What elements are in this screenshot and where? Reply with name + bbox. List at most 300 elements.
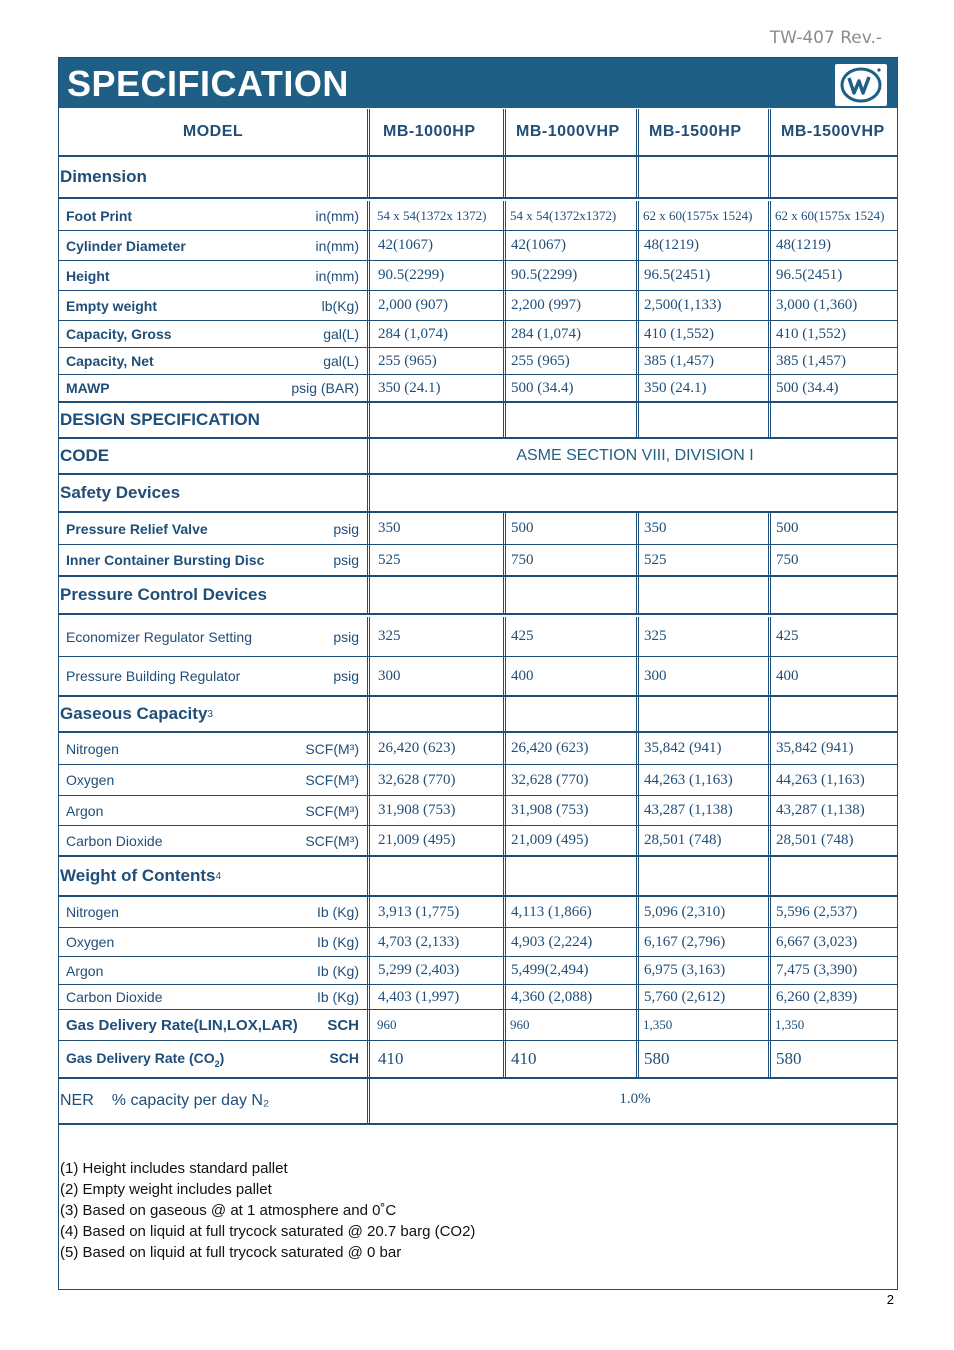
cell-value: 350 (24.1) [378, 379, 441, 396]
cell-value: 4,403 (1,997) [378, 988, 460, 1005]
value-cell [639, 796, 771, 825]
cell-value: 90.5(2299) [378, 267, 445, 283]
cell-value: 43,287 (1,138) [644, 802, 733, 818]
cell-value: 410 [378, 1049, 404, 1068]
empty-cell [771, 157, 897, 197]
cell-value: 31,908 (753) [511, 802, 589, 818]
row-name: Argon [66, 962, 104, 979]
table-row [59, 261, 897, 291]
value-cell [373, 928, 506, 956]
value-cell [373, 733, 506, 764]
cell-value: 54 x 54(1372x1372) [510, 207, 617, 223]
cell-value: 21,009 (495) [378, 832, 456, 848]
footnotes [60, 1158, 475, 1263]
cell-value: 500 [511, 520, 534, 536]
cell-value: 35,842 (941) [776, 740, 854, 756]
empty-cell [639, 577, 771, 613]
value-cell [771, 261, 897, 290]
row-label-cell [59, 733, 370, 764]
cell-value: 410 (1,552) [776, 325, 846, 342]
empty-cell [506, 857, 639, 895]
empty-cell [506, 577, 639, 613]
row-name: Economizer Regulator Setting [66, 628, 252, 645]
cell-value: 5,760 (2,612) [644, 988, 726, 1005]
value-cell [373, 201, 506, 230]
page-number: 2 [886, 1292, 894, 1307]
cell-value: 2,500(1,133) [644, 297, 722, 313]
value-cell [506, 513, 639, 544]
code-value: ASME SECTION VIII, DIVISION I [516, 447, 754, 464]
cell-value: 5,299 (2,403) [378, 962, 460, 978]
cell-value: 6,167 (2,796) [644, 933, 726, 950]
cell-value: 48(1219) [644, 237, 699, 253]
cell-value: 400 [776, 667, 799, 684]
row-unit: gal(L) [323, 326, 359, 342]
value-cell [506, 796, 639, 825]
row-label-cell [59, 513, 370, 544]
empty-cell [771, 857, 897, 895]
value-cell [639, 657, 771, 695]
row-name-part: Gas Delivery Rate (CO [66, 1049, 215, 1066]
value-cell [771, 733, 897, 764]
value-cell [506, 348, 639, 374]
row-label-cell [59, 545, 370, 575]
cell-value: 750 [776, 551, 799, 568]
table-row [59, 796, 897, 826]
row-label-cell [59, 985, 370, 1009]
table-row [59, 231, 897, 261]
value-cell [639, 375, 771, 401]
ner-row [59, 1079, 897, 1125]
footnote: (4) Based on liquid at full trycock saturated @ 20.7 barg (CO2) [60, 1223, 476, 1240]
empty-cell [373, 857, 506, 895]
cell-value: 5,096 (2,310) [644, 903, 726, 920]
cell-value: 385 (1,457) [776, 352, 846, 369]
dimension-section-label-cell [59, 157, 370, 197]
value-cell [639, 928, 771, 956]
code-label-cell [59, 439, 370, 473]
value-cell [771, 928, 897, 956]
document-reference: TW-407 Rev.- [769, 28, 882, 48]
footnote: (2) Empty weight includes pallet [60, 1181, 272, 1198]
cell-value: 960 [377, 1017, 397, 1032]
cell-value: 255 (965) [378, 352, 437, 369]
empty-span-cell [373, 475, 897, 511]
row-label [59, 772, 367, 788]
value-cell [373, 261, 506, 290]
cell-value: 525 [644, 551, 667, 568]
ner-value-cell [373, 1079, 897, 1123]
value-cell [771, 765, 897, 795]
row-unit: SCH [327, 1016, 359, 1034]
pressure-control-section-label-cell [59, 577, 370, 613]
value-cell [771, 897, 897, 927]
row-name: Capacity, Gross [66, 326, 172, 342]
row-label [59, 904, 367, 920]
footnote: (1) Height includes standard pallet [60, 1160, 288, 1177]
row-label-cell [59, 1010, 370, 1040]
value-cell [373, 513, 506, 544]
table-row [59, 348, 897, 375]
value-cell [506, 375, 639, 401]
ner-value: 1.0% [619, 1091, 651, 1107]
cell-value: 425 [776, 628, 799, 644]
row-label-cell [59, 261, 370, 290]
value-cell [506, 231, 639, 260]
value-cell [506, 545, 639, 575]
company-logo [835, 64, 887, 106]
row-label-cell [59, 291, 370, 320]
value-cell [506, 826, 639, 855]
row-label [59, 629, 367, 645]
value-cell [506, 957, 639, 984]
value-cell [373, 1010, 506, 1040]
cell-value: 1,350 [775, 1017, 805, 1032]
row-unit: psig [333, 668, 359, 684]
cell-value: 62 x 60(1575x 1524) [643, 207, 753, 223]
row-name: Pressure Relief Valve [66, 520, 208, 537]
cell-value: 35,842 (941) [644, 740, 722, 756]
value-cell [506, 765, 639, 795]
value-cell [771, 826, 897, 855]
table-row [59, 733, 897, 765]
value-cell [639, 765, 771, 795]
model-name-cell [639, 109, 771, 155]
value-cell [639, 513, 771, 544]
row-unit: SCF(M³) [305, 740, 359, 757]
cell-value: 500 [776, 520, 799, 536]
cell-value: 350 [378, 520, 401, 536]
row-label [59, 934, 367, 950]
row-unit: gal(L) [323, 353, 359, 369]
value-cell [373, 321, 506, 347]
empty-cell [373, 403, 506, 437]
empty-cell [639, 157, 771, 197]
empty-cell [639, 857, 771, 895]
value-cell [373, 765, 506, 795]
empty-cell [506, 403, 639, 437]
empty-cell [373, 157, 506, 197]
weight-section-label-cell [59, 857, 370, 895]
cell-value: 4,360 (2,088) [511, 988, 593, 1005]
row-label [59, 353, 367, 369]
value-cell [639, 957, 771, 984]
gaseous-section-title: Gaseous Capacity [60, 704, 208, 723]
table-row [59, 291, 897, 321]
value-cell [639, 733, 771, 764]
table-row [59, 321, 897, 348]
cell-value: 3,913 (1,775) [378, 903, 460, 920]
cell-value: 300 [644, 667, 667, 684]
cell-value: 54 x 54(1372x 1372) [377, 207, 487, 223]
row-label [59, 268, 367, 284]
row-label [59, 833, 367, 849]
pressure-control-section [59, 577, 897, 615]
empty-cell [373, 697, 506, 731]
value-cell [639, 201, 771, 230]
row-name: Argon [66, 802, 104, 819]
cell-value: 284 (1,074) [511, 325, 581, 342]
value-cell [639, 985, 771, 1009]
value-cell [639, 617, 771, 656]
cell-value: 750 [511, 551, 534, 568]
row-name: Inner Container Bursting Disc [66, 552, 265, 568]
row-label-cell [59, 826, 370, 855]
cell-value: 325 [378, 628, 401, 644]
value-cell [373, 897, 506, 927]
row-unit: psig (BAR) [291, 380, 359, 396]
value-cell [771, 796, 897, 825]
row-label [59, 668, 367, 684]
cell-value: 580 [644, 1049, 670, 1068]
row-unit: in(mm) [315, 267, 359, 284]
row-label-cell [59, 957, 370, 984]
design-spec-section-title: DESIGN SPECIFICATION [60, 410, 260, 429]
cell-value: 32,628 (770) [511, 771, 589, 788]
row-name: Pressure Building Regulator [66, 668, 241, 684]
value-cell [506, 1010, 639, 1040]
row-name: Oxygen [66, 934, 115, 950]
row-label-cell [59, 657, 370, 695]
code-value-cell [373, 439, 897, 473]
row-unit: psig [333, 520, 359, 537]
cell-value: 4,903 (2,224) [511, 933, 593, 950]
cell-value: 500 (34.4) [776, 379, 839, 396]
empty-cell [771, 697, 897, 731]
table-row [59, 201, 897, 231]
model-name-cell [771, 109, 897, 155]
table-row [59, 928, 897, 957]
cell-value: 4,113 (1,866) [511, 903, 592, 920]
cell-value: 44,263 (1,163) [776, 771, 865, 788]
page-title: SPECIFICATION [67, 63, 349, 104]
empty-cell [771, 403, 897, 437]
row-unit: in(mm) [315, 207, 359, 224]
row-name-subscript: 2 [214, 1058, 220, 1069]
cell-value: 21,009 (495) [511, 832, 589, 848]
row-name: MAWP [66, 380, 110, 396]
value-cell [771, 231, 897, 260]
model-name: MB-1000VHP [516, 123, 620, 140]
safety-section [59, 475, 897, 513]
value-cell [771, 985, 897, 1009]
row-name: Carbon Dioxide [66, 989, 163, 1005]
row-label [59, 238, 367, 254]
model-name-cell [506, 109, 639, 155]
cell-value: 300 [378, 667, 401, 684]
cell-value: 6,260 (2,839) [776, 988, 858, 1005]
cell-value: 28,501 (748) [776, 832, 854, 848]
row-unit: SCH [329, 1049, 359, 1066]
value-cell [506, 985, 639, 1009]
row-label [59, 208, 367, 224]
row-label-cell [59, 765, 370, 795]
row-label [59, 963, 367, 979]
gaseous-section [59, 697, 897, 733]
value-cell [639, 231, 771, 260]
cell-value: 400 [511, 667, 534, 684]
value-cell [373, 375, 506, 401]
row-label [59, 298, 367, 314]
value-cell [373, 826, 506, 855]
cell-value: 410 (1,552) [644, 325, 714, 342]
row-name: Empty weight [66, 297, 158, 314]
value-cell [506, 617, 639, 656]
value-cell [506, 1041, 639, 1077]
empty-cell [373, 577, 506, 613]
cell-value: 48(1219) [776, 237, 831, 253]
weight-section-title: Weight of Contents [60, 866, 216, 885]
cell-value: 284 (1,074) [378, 325, 448, 342]
table-row [59, 657, 897, 697]
table-row [59, 375, 897, 403]
value-cell [373, 985, 506, 1009]
cell-value: 42(1067) [378, 237, 433, 253]
cell-value: 5,499(2,494) [511, 962, 589, 978]
cell-value: 1,350 [643, 1017, 673, 1032]
cell-value: 960 [510, 1017, 530, 1032]
row-unit: Ib (Kg) [316, 904, 359, 920]
row-label [59, 326, 367, 342]
empty-cell [771, 577, 897, 613]
cell-value: 350 [644, 520, 667, 536]
value-cell [373, 796, 506, 825]
cell-value: 5,596 (2,537) [776, 903, 858, 920]
safety-label-cell [59, 475, 370, 511]
cell-value: 2,000 (907) [378, 297, 448, 313]
cell-value: 3,000 (1,360) [776, 297, 858, 313]
cell-value: 2,200 (997) [511, 297, 581, 313]
value-cell [506, 261, 639, 290]
header-row [59, 109, 897, 157]
cell-value: 410 [511, 1049, 537, 1068]
value-cell [771, 348, 897, 374]
ner-label-cell [59, 1079, 370, 1123]
cell-value: 6,975 (3,163) [644, 962, 726, 978]
row-name: Nitrogen [66, 740, 119, 757]
row-unit: Ib (Kg) [316, 934, 359, 950]
code-label: CODE [60, 446, 110, 465]
table-row [59, 985, 897, 1010]
row-label-cell [59, 348, 370, 374]
row-name: Foot Print [66, 207, 133, 224]
row-label-cell [59, 796, 370, 825]
row-label-cell [59, 231, 370, 260]
row-label [59, 803, 367, 819]
cell-value: 28,501 (748) [644, 832, 722, 848]
row-label-cell [59, 375, 370, 401]
value-cell [373, 231, 506, 260]
row-label-cell [59, 617, 370, 656]
cell-value: 96.5(2451) [644, 267, 711, 283]
row-name [66, 1050, 224, 1069]
value-cell [373, 957, 506, 984]
value-cell [771, 657, 897, 695]
cell-value: 43,287 (1,138) [776, 802, 865, 818]
value-cell [771, 513, 897, 544]
cell-value: 6,667 (3,023) [776, 933, 858, 950]
value-cell [771, 375, 897, 401]
value-cell [771, 201, 897, 230]
value-cell [639, 897, 771, 927]
cell-value: 4,703 (2,133) [378, 933, 460, 950]
safety-title: Safety Devices [60, 483, 181, 502]
empty-cell [506, 697, 639, 731]
footnote: (3) Based on gaseous @ at 1 atmosphere and 0˚C [60, 1202, 397, 1219]
row-name: Gas Delivery Rate(LIN,LOX,LAR) [66, 1016, 298, 1034]
model-name-cell [373, 109, 506, 155]
ner-label: NER [60, 1092, 94, 1109]
row-unit: psig [333, 552, 359, 568]
cell-value: 350 (24.1) [644, 379, 707, 396]
value-cell [771, 617, 897, 656]
table-row [59, 1010, 897, 1041]
weight-section [59, 857, 897, 897]
row-unit: in(mm) [315, 237, 359, 254]
value-cell [373, 348, 506, 374]
value-cell [373, 657, 506, 695]
cell-value: 96.5(2451) [776, 267, 843, 283]
model-header-cell [59, 109, 370, 155]
dimension-section-title: Dimension [60, 167, 147, 186]
row-label-cell [59, 928, 370, 956]
empty-cell [639, 697, 771, 731]
row-label [59, 1017, 367, 1034]
row-unit: Ib (Kg) [316, 989, 359, 1005]
cell-value: 32,628 (770) [378, 771, 456, 788]
value-cell [771, 957, 897, 984]
row-label [59, 741, 367, 757]
row-unit: SCF(M³) [305, 772, 359, 788]
value-cell [771, 321, 897, 347]
value-cell [771, 291, 897, 320]
value-cell [771, 1010, 897, 1040]
row-label [59, 380, 367, 396]
value-cell [506, 928, 639, 956]
value-cell [639, 261, 771, 290]
row-unit: psig [333, 628, 359, 645]
weight-section-footnote-ref: 4 [215, 870, 222, 882]
empty-cell [506, 157, 639, 197]
model-header: MODEL [182, 123, 244, 140]
row-name-end: ) [219, 1049, 225, 1066]
cell-value: 90.5(2299) [511, 267, 578, 283]
row-name: Oxygen [66, 772, 115, 788]
specification-frame [58, 57, 898, 1290]
table-row [59, 765, 897, 796]
value-cell [373, 1041, 506, 1077]
design-spec-section-label-cell [59, 403, 370, 437]
value-cell [771, 545, 897, 575]
table-row [59, 513, 897, 545]
value-cell [506, 657, 639, 695]
value-cell [639, 545, 771, 575]
table-row [59, 545, 897, 577]
cell-value: 500 (34.4) [511, 379, 574, 396]
value-cell [506, 291, 639, 320]
table-row [59, 826, 897, 857]
value-cell [639, 826, 771, 855]
cell-value: 31,908 (753) [378, 802, 456, 818]
cell-value: 385 (1,457) [644, 352, 714, 369]
pressure-control-section-title: Pressure Control Devices [60, 585, 267, 604]
cell-value: 42(1067) [511, 237, 566, 253]
row-label [59, 1050, 367, 1069]
model-name: MB-1000HP [383, 123, 476, 140]
value-cell [506, 201, 639, 230]
value-cell [373, 617, 506, 656]
gaseous-section-footnote-ref: 3 [207, 708, 213, 720]
